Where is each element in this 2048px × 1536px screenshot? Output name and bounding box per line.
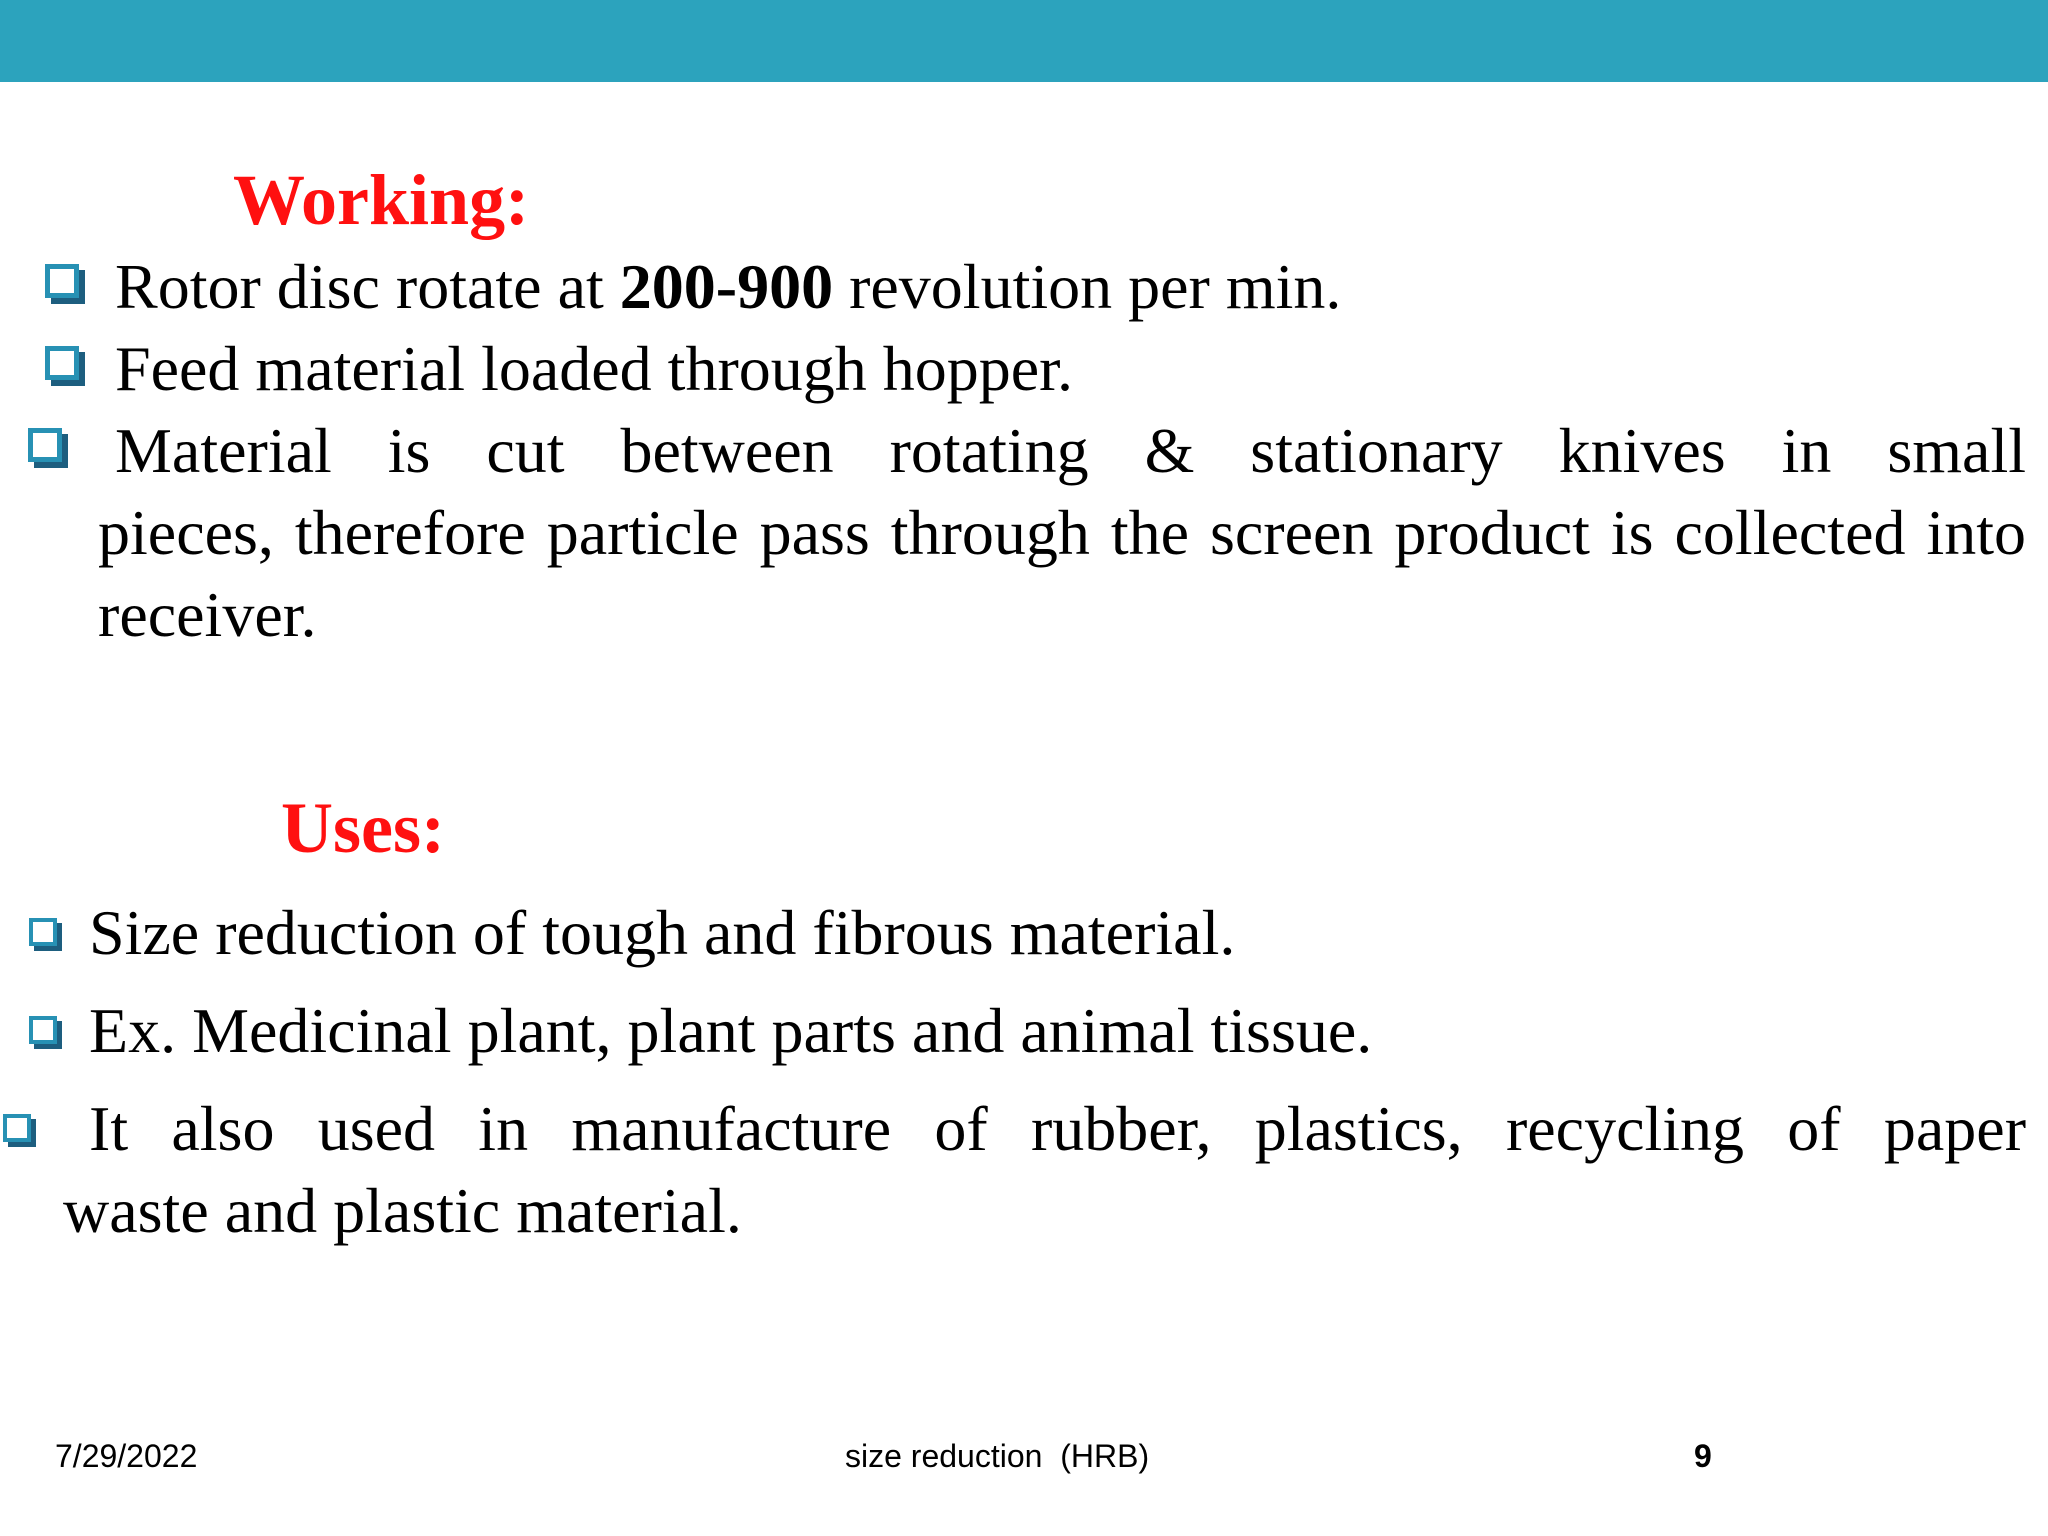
working-bullet-cutting: Material is cut between rotating & stationary knives in small pieces, therefore particle pass through the screen product is collected into receiver. [98, 410, 2026, 656]
uses-heading: Uses: [281, 788, 445, 868]
top-banner-bar [0, 0, 2048, 82]
working-bullet-rotor-speed: Rotor disc rotate at 200-900 revolution per min. [115, 246, 2015, 328]
working-bullet-feed: Feed material loaded through hopper. [115, 328, 2015, 410]
checkbox-bullet-icon [25, 892, 77, 974]
uses-bullet-manufacture: It also used in manufacture of rubber, plastics, recycling of paper waste and plastic material. [63, 1088, 2026, 1252]
working-heading: Working: [233, 160, 530, 240]
checkbox-bullet-icon [41, 246, 93, 328]
footer-title: size reduction (HRB) [845, 1438, 1150, 1474]
footer-page-number: 9 [1694, 1438, 1712, 1474]
footer-date: 7/29/2022 [55, 1438, 198, 1474]
checkbox-bullet-icon [41, 328, 93, 410]
checkbox-bullet-icon [0, 1088, 51, 1170]
checkbox-bullet-icon [24, 410, 76, 492]
uses-bullet-size-reduction: Size reduction of tough and fibrous material. [89, 892, 1989, 974]
uses-bullet-examples: Ex. Medicinal plant, plant parts and animal tissue. [89, 990, 1989, 1072]
checkbox-bullet-icon [25, 990, 77, 1072]
